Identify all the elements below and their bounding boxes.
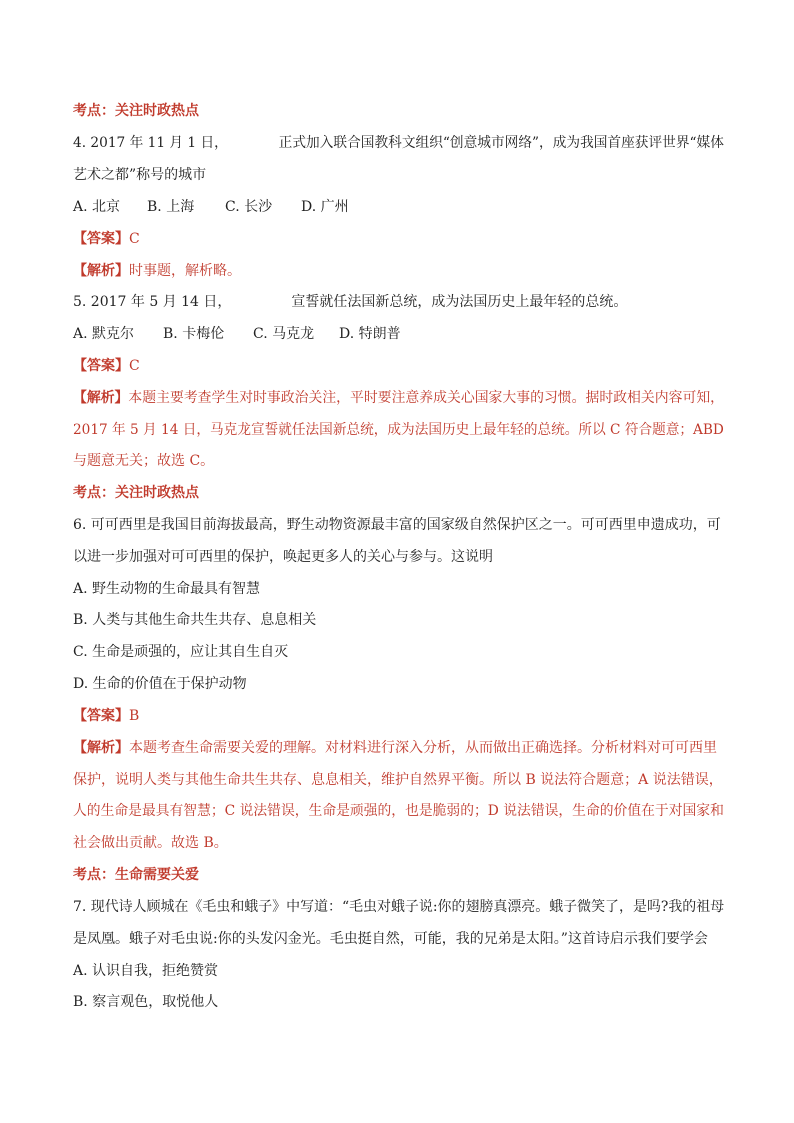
option-a: A. 北京 — [73, 199, 121, 215]
question-5-options — [73, 324, 401, 344]
analysis-text: 本题主要考查学生对时事政治关注，平时要注意养成关心国家大事的习惯。据时政相关内容可知， — [128, 390, 725, 406]
question-6-option-b: B. 人类与其他生命共生共存、息息相关 — [73, 612, 317, 628]
option-d: D. 广州 — [301, 199, 349, 215]
question-6-line-2: 以进一步加强对可可西里的保护，唤起更多人的关心与参与。这说明 — [73, 549, 493, 565]
kaodian-heading: 考点：关注时政热点 — [73, 103, 199, 119]
question-6-answer — [73, 706, 139, 726]
question-7-line-1: 7. 现代诗人顾城在《毛虫和蛾子》中写道：“毛虫对蛾子说:你的翅膀真漂亮。蛾子微笑了，是吗?我的祖母 — [73, 899, 725, 915]
question-5-analysis-line-1 — [73, 388, 724, 408]
answer-value: C — [129, 358, 140, 374]
question-4-line-2: 艺术之都”称号的城市 — [73, 167, 207, 183]
analysis-tag: 【解析】 — [73, 390, 129, 406]
kaodian-heading: 考点：关注时政热点 — [73, 485, 199, 501]
option-a: A. 默克尔 — [73, 326, 135, 342]
question-5-stem-suffix: 宣誓就任法国新总统，成为法国历史上最年轻的总统。 — [291, 294, 628, 310]
answer-tag: 【答案】 — [73, 708, 129, 724]
question-4-analysis — [73, 261, 241, 281]
option-d: D. 特朗普 — [339, 326, 401, 342]
question-7-option-a: A. 认识自我，拒绝赞赏 — [73, 963, 219, 979]
answer-tag: 【答案】 — [73, 231, 129, 247]
question-4-line-1 — [73, 133, 724, 153]
question-7-line-2: 是凤凰。蛾子对毛虫说:你的头发闪金光。毛虫挺自然，可能，我的兄弟是太阳。”这首诗启示我们要学会 — [73, 931, 708, 947]
question-4-stem-suffix: 正式加入联合国教科文组织“创意城市网络”，成为我国首座获评世界“媒体 — [278, 135, 724, 151]
option-c: C. 马克龙 — [253, 326, 315, 342]
question-6-analysis-line-4: 社会做出贡献。故选 B。 — [73, 835, 228, 851]
question-5-stem-prefix: 5. 2017 年 5 月 14 日， — [73, 294, 232, 310]
analysis-text: 本题考查生命需要关爱的理解。对材料进行深入分析，从而做出正确选择。分析材料对可可西里 — [129, 740, 717, 756]
answer-value: C — [129, 231, 140, 247]
option-b: B. 上海 — [147, 199, 195, 215]
question-5-line-1 — [73, 292, 627, 312]
option-c: C. 长沙 — [225, 199, 273, 215]
answer-value: B — [129, 708, 140, 724]
question-6-analysis-line-1 — [73, 738, 717, 758]
question-5-analysis-line-2: 2017 年 5 月 14 日，马克龙宣誓就任法国新总统，成为法国历史上最年轻的总统。所以 C 符合题意；ABD — [73, 422, 724, 438]
question-7-option-b: B. 察言观色，取悦他人 — [73, 994, 219, 1010]
question-6-option-c: C. 生命是顽强的，应让其自生自灭 — [73, 644, 289, 660]
question-6-option-a: A. 野生动物的生命最具有智慧 — [73, 581, 261, 597]
question-6-option-d: D. 生命的价值在于保护动物 — [73, 676, 247, 692]
kaodian-heading: 考点：生命需要关爱 — [73, 867, 199, 883]
question-6-analysis-line-3: 人的生命是最具有智慧；C 说法错误，生命是顽强的，也是脆弱的；D 说法错误，生命的价值在于对国家和 — [73, 803, 724, 819]
question-5-answer — [73, 356, 140, 376]
option-b: B. 卡梅伦 — [163, 326, 225, 342]
answer-tag: 【答案】 — [73, 358, 129, 374]
question-4-options — [73, 197, 349, 217]
analysis-tag: 【解析】 — [73, 263, 129, 279]
question-4-stem-prefix: 4. 2017 年 11 月 1 日， — [73, 135, 228, 151]
analysis-tag: 【解析】 — [73, 740, 129, 756]
question-6-analysis-line-2: 保护，说明人类与其他生命共生共存、息息相关，维护自然界平衡。所以 B 说法符合题意；A 说法错误， — [73, 772, 723, 788]
question-6-line-1: 6. 可可西里是我国目前海拔最高，野生动物资源最丰富的国家级自然保护区之一。可可西里申遗成功，可 — [73, 517, 721, 533]
question-5-analysis-line-3: 与题意无关；故选 C。 — [73, 453, 215, 469]
question-4-answer — [73, 229, 140, 249]
analysis-text: 时事题，解析略。 — [129, 263, 241, 279]
